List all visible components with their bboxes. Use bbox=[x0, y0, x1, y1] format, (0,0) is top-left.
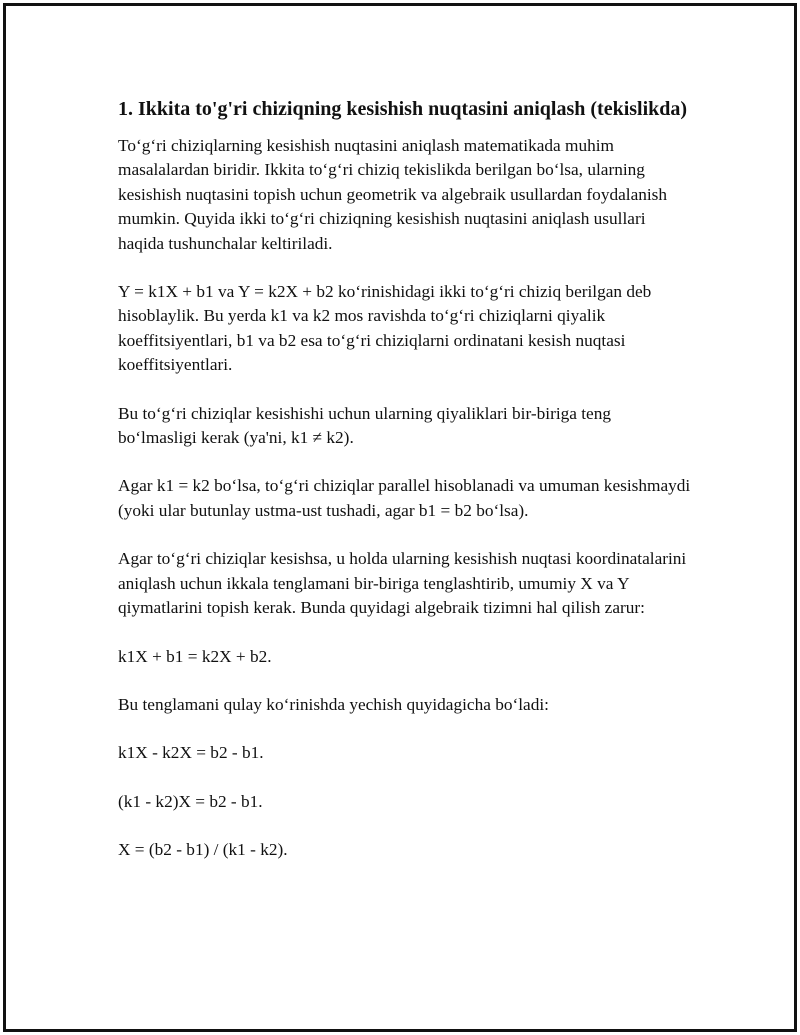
equation-1: k1X + b1 = k2X + b2. bbox=[118, 646, 272, 666]
equation-3: (k1 - k2)X = b2 - b1. bbox=[118, 791, 263, 811]
equation-4: X = (b2 - b1) / (k1 - k2). bbox=[118, 840, 288, 860]
paragraph-line-equations: Y = k1X + b1 va Y = k2X + b2 ko‘rinishidagi ikki to‘g‘ri chiziq berilgan deb hisoblaylik. Bu yerda k1 va k2 mos ravishda to‘g‘ri chiziqlarni qiyalik koeffitsiyentlari, b1 va b2 esa to‘g‘ri chiziqlarni ordinatani kesish nuqtasi koeffitsiyentlari. bbox=[118, 282, 652, 375]
equation-2: k1X - k2X = b2 - b1. bbox=[118, 743, 264, 763]
paragraph-parallel-case: Agar k1 = k2 bo‘lsa, to‘g‘ri chiziqlar parallel hisoblanadi va umuman kesishmaydi (yoki ular butunlay ustma-ust tushadi, agar b1 = b2 bo‘lsa). bbox=[118, 476, 691, 520]
paragraph-intersection-condition: Bu to‘g‘ri chiziqlar kesishishi uchun ularning qiyaliklari bir-biriga teng bo‘lmasligi kerak (ya'ni, k1 ≠ k2). bbox=[118, 403, 612, 448]
document-body bbox=[118, 95, 693, 887]
section-heading: 1. Ikkita to'g'ri chiziqning kesishish nuqtasini aniqlash (tekislikda) bbox=[118, 98, 688, 120]
paragraph-solving-system: Agar to‘g‘ri chiziqlar kesishsa, u holda ularning kesishish nuqtasi koordinatalarini aniqlash uchun ikkala tenglamani bir-biriga tenglashtirib, umumiy X va Y qiymatlarini topish kerak. Bunda quyidagi algebraik tizimni hal qilish zarur: bbox=[118, 549, 687, 618]
paragraph-solve-note: Bu tenglamani qulay ko‘rinishda yechish quyidagicha bo‘ladi: bbox=[118, 694, 549, 714]
paragraph-intro: To‘g‘ri chiziqlarning kesishish nuqtasini aniqlash matematikada muhim masalalardan biridir. Ikkita to‘g‘ri chiziq tekislikda berilgan bo‘lsa, ularning kesishish nuqtasini topish uchun geometrik va algebraik usullardan foydalanish mumkin. Quyida ikki to‘g‘ri chiziqning kesishish nuqtasini aniqlash usullari haqida tushunchalar keltiriladi. bbox=[118, 136, 668, 253]
